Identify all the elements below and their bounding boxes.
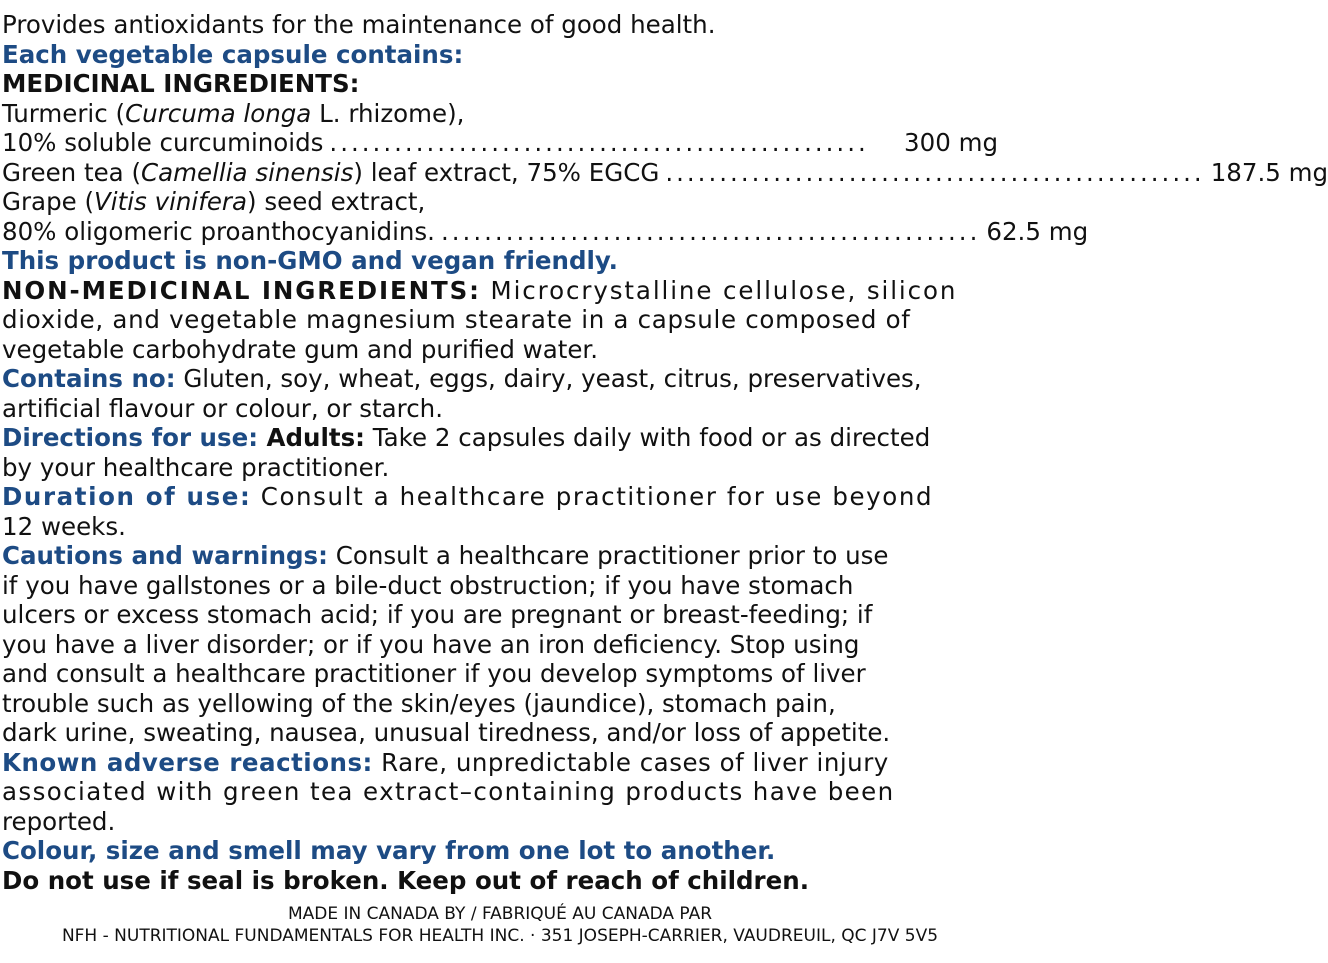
footer-address: NFH - NUTRITIONAL FUNDAMENTALS FOR HEALTH INC. · 351 JOSEPH-CARRIER, VAUDREUIL, QC J7V 5V5	[61, 926, 939, 946]
dot-leader: ..................................................	[329, 128, 869, 157]
colour-note: Colour, size and smell may vary from one lot to another.	[2, 836, 776, 865]
capsule-heading: Each vegetable capsule contains:	[2, 39, 464, 69]
greentea-latin: Camellia sinensis	[141, 157, 354, 187]
footer-made-in: MADE IN CANADA BY / FABRIQUÉ AU CANADA PAR	[287, 904, 713, 924]
nongmo-note: This product is non-GMO and vegan friendly.	[2, 246, 618, 275]
grape-amount: 62.5 mg	[986, 216, 1089, 246]
cautions-label: Cautions and warnings:	[2, 541, 328, 570]
duration-label: Duration of use:	[2, 482, 252, 511]
adverse-section: Known adverse reactions: Rare, unpredictable cases of liver injury associated with green tea extract–containing products have been reported.	[2, 747, 895, 836]
greentea-amount: 187.5 mg	[1210, 157, 1328, 187]
dot-leader: ..................................................	[440, 216, 981, 246]
contains-no-label: Contains no:	[2, 364, 176, 393]
grape-amount-row	[2, 216, 1089, 247]
manufacturer-footer	[2, 903, 998, 947]
adverse-label: Known adverse reactions:	[2, 747, 373, 777]
turmeric-latin: Curcuma longa	[125, 98, 312, 128]
turmeric-amount: 300 mg	[904, 128, 998, 157]
turmeric-detail: 10% soluble curcuminoids	[2, 128, 324, 157]
nonmedicinal-section: NON-MEDICINAL INGREDIENTS: Microcrystalline cellulose, silicon dioxide, and vegetable magnesium stearate in a capsule composed of vegetable carbohydrate gum and purified water.	[2, 275, 958, 364]
seal-note: Do not use if seal is broken. Keep out of reach of children.	[2, 865, 810, 895]
adults-label: Adults:	[258, 423, 365, 452]
directions-label: Directions for use:	[2, 423, 258, 452]
intro-text: Provides antioxidants for the maintenance of good health.	[2, 10, 716, 39]
greentea-row: Green tea (Camellia sinensis) leaf extract, 75% EGCG .................................................. 187.5 mg	[2, 157, 1328, 187]
directions-section: Directions for use: Adults: Take 2 capsules daily with food or as directed by your healthcare practitioner.	[2, 423, 931, 482]
dot-leader: ..................................................	[665, 157, 1205, 187]
turmeric-amount-row	[2, 128, 998, 158]
grape-line: Grape (Vitis vinifera) seed extract,	[2, 187, 426, 216]
medicinal-heading: MEDICINAL INGREDIENTS:	[2, 69, 360, 98]
duration-section: Duration of use: Consult a healthcare practitioner for use beyond 12 weeks.	[2, 482, 934, 541]
cautions-section: Cautions and warnings: Consult a healthcare practitioner prior to use if you have gallstones or a bile-duct obstruction; if you have stomach ulcers or excess stomach acid; if you are pregnant or breast-feeding; if you have a liver disorder; or if you have an iron deficiency. Stop using and consult a healthcare practitioner if you develop symptoms of liver trouble such as yellowing of the skin/eyes (jaundice), stomach pain, dark urine, sweating, nausea, unusual tiredness, and/or loss of appetite.	[2, 541, 891, 747]
contains-no-section: Contains no: Gluten, soy, wheat, eggs, dairy, yeast, citrus, preservatives, artificial flavour or colour, or starch.	[2, 364, 922, 423]
nonmedicinal-label: NON-MEDICINAL INGREDIENTS:	[2, 275, 481, 305]
grape-detail: 80% oligomeric proanthocyanidins.	[2, 216, 435, 246]
turmeric-line: Turmeric (Curcuma longa L. rhizome),	[2, 98, 465, 128]
grape-latin: Vitis vinifera	[94, 187, 248, 216]
